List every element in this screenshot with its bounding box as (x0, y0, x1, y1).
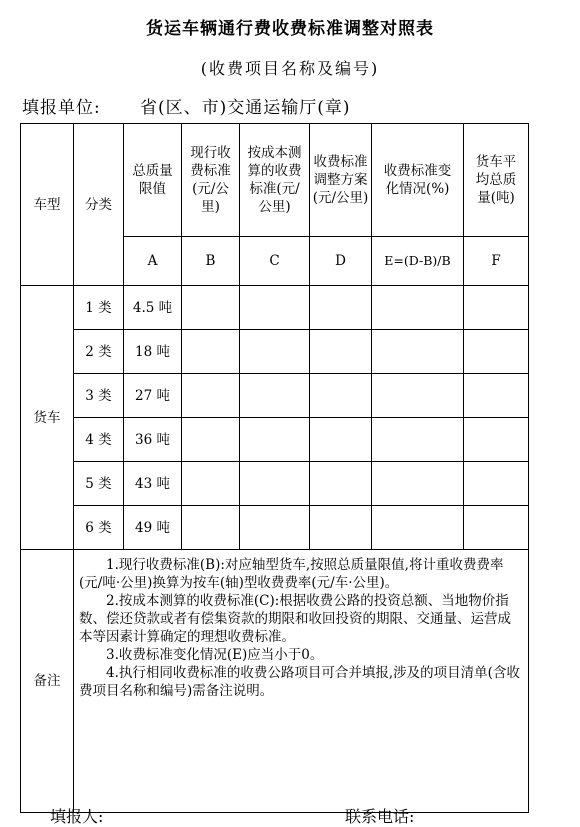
mass-cell: 27 吨 (124, 374, 182, 418)
adjust-plan-input[interactable] (310, 330, 372, 374)
adjust-plan-input[interactable] (310, 462, 372, 506)
table-row (21, 330, 529, 374)
header-adjust-plan: 收费标准调整方案(元/公里) (310, 124, 372, 237)
header-avg-mass: 货车平均总质量(吨) (464, 124, 529, 237)
code-b: B (182, 237, 240, 286)
table-row (21, 374, 529, 418)
class-cell: 5 类 (74, 462, 124, 506)
class-cell: 6 类 (74, 506, 124, 550)
class-cell: 3 类 (74, 374, 124, 418)
class-cell: 4 类 (74, 418, 124, 462)
cost-standard-input[interactable] (240, 286, 310, 330)
adjust-plan-input[interactable] (310, 286, 372, 330)
code-c: C (240, 237, 310, 286)
code-f: F (464, 237, 529, 286)
header-vehicle-type: 车型 (21, 124, 74, 286)
note-4: 4.执行相同收费标准的收费公路项目可合并填报,涉及的项目清单(含收费项目名称和编号)需备注说明。 (79, 665, 520, 699)
avg-mass-input[interactable] (464, 286, 529, 330)
class-cell: 2 类 (74, 330, 124, 374)
cost-standard-input[interactable] (240, 330, 310, 374)
avg-mass-input[interactable] (464, 418, 529, 462)
current-standard-input[interactable] (182, 374, 240, 418)
change-input[interactable] (372, 330, 464, 374)
mass-cell: 43 吨 (124, 462, 182, 506)
avg-mass-input[interactable] (464, 374, 529, 418)
current-standard-input[interactable] (182, 286, 240, 330)
class-cell: 1 类 (74, 286, 124, 330)
phone-label: 联系电话: (345, 807, 415, 826)
avg-mass-input[interactable] (464, 330, 529, 374)
mass-cell: 36 吨 (124, 418, 182, 462)
reporting-unit-value: 省(区、市)交通运输厅(章) (140, 98, 351, 118)
table-row (21, 506, 529, 550)
header-change: 收费标准变化情况(%) (372, 124, 464, 237)
avg-mass-input[interactable] (464, 506, 529, 550)
cost-standard-input[interactable] (240, 462, 310, 506)
current-standard-input[interactable] (182, 462, 240, 506)
filler-label: 填报人: (50, 807, 104, 826)
vehicle-group-truck: 货车 (21, 286, 74, 550)
document-title: 货运车辆通行费收费标准调整对照表 (146, 19, 434, 39)
current-standard-input[interactable] (182, 418, 240, 462)
cost-standard-input[interactable] (240, 418, 310, 462)
current-standard-input[interactable] (182, 506, 240, 550)
document-subtitle: (收费项目名称及编号) (200, 59, 380, 78)
adjust-plan-input[interactable] (310, 418, 372, 462)
comparison-table (20, 123, 529, 813)
mass-cell: 4.5 吨 (124, 286, 182, 330)
table-row (21, 462, 529, 506)
current-standard-input[interactable] (182, 330, 240, 374)
change-input[interactable] (372, 418, 464, 462)
table-row (21, 418, 529, 462)
header-category: 分类 (74, 124, 124, 286)
cost-standard-input[interactable] (240, 506, 310, 550)
reporting-unit-label: 填报单位: (22, 98, 101, 118)
mass-cell: 18 吨 (124, 330, 182, 374)
mass-cell: 49 吨 (124, 506, 182, 550)
note-3: 3.收费标准变化情况(E)应当小于0。 (106, 647, 324, 663)
change-input[interactable] (372, 506, 464, 550)
code-d: D (310, 237, 372, 286)
note-2: 2.按成本测算的收费标准(C):根据收费公路的投资总额、当地物价指数、偿还贷款或者有偿集资款的期限和收回投资的期限、交通量、运营成本等因素计算确定的理想收费标准。 (79, 593, 511, 645)
adjust-plan-input[interactable] (310, 374, 372, 418)
header-current-standard: 现行收费标准(元/公里) (182, 124, 240, 237)
remarks-label: 备注 (21, 550, 74, 813)
reporting-unit-row (22, 93, 351, 118)
avg-mass-input[interactable] (464, 462, 529, 506)
header-total-mass-limit: 总质量限值 (124, 124, 182, 237)
note-1: 1.现行收费标准(B):对应轴型货车,按照总质量限值,将计重收费费率(元/吨·公里)换算为按车(轴)型收费费率(元/车·公里)。 (79, 557, 504, 591)
code-e: E=(D-B)/B (372, 237, 464, 286)
change-input[interactable] (372, 286, 464, 330)
cost-standard-input[interactable] (240, 374, 310, 418)
code-a: A (124, 237, 182, 286)
adjust-plan-input[interactable] (310, 506, 372, 550)
header-cost-standard: 按成本测算的收费标准(元/公里) (240, 124, 310, 237)
change-input[interactable] (372, 374, 464, 418)
table-row (21, 286, 529, 330)
remarks-notes (74, 550, 529, 813)
change-input[interactable] (372, 462, 464, 506)
